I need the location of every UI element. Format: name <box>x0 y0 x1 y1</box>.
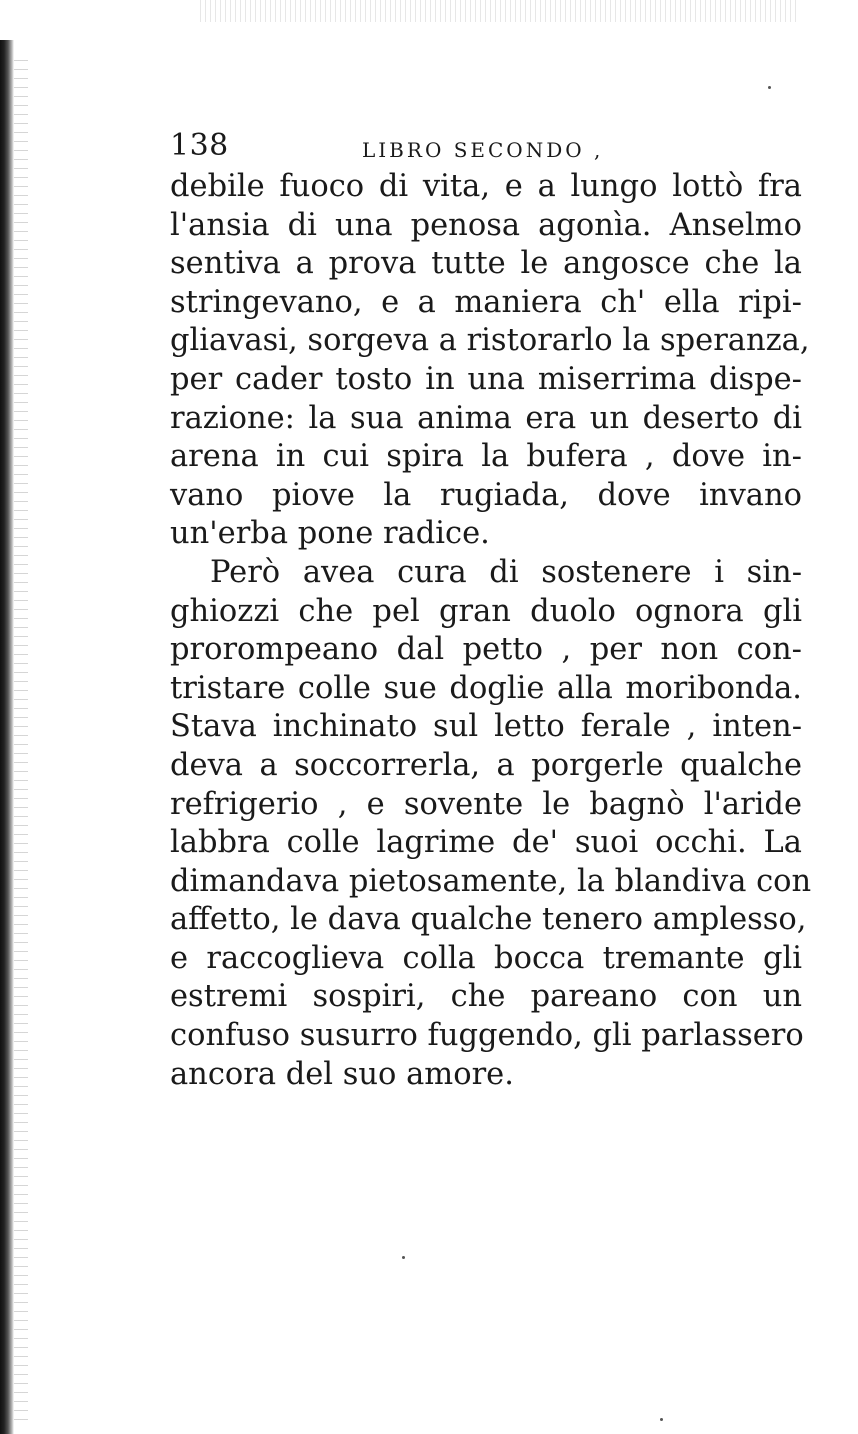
text-line: Però avea cura di sostenere i sin- <box>210 554 802 590</box>
paragraph-2 <box>170 554 812 1094</box>
text-line: refrigerio , e sovente le bagnò l'aride <box>170 786 802 822</box>
text-line: l'ansia di una penosa agonìa. Anselmo <box>170 207 802 243</box>
text-line: prorompeano dal petto , per non con- <box>170 632 802 668</box>
text-line: vano piove la rugiada, dove invano <box>170 477 802 513</box>
paragraph-1 <box>170 168 810 554</box>
ink-speck <box>660 1418 663 1421</box>
text-line: dimandava pietosamente, la blandiva con <box>170 863 812 899</box>
text-line: e raccoglieva colla bocca tremante gli <box>170 940 802 976</box>
page-number: 138 <box>170 128 229 163</box>
text-line: per cader tosto in una miserrima dispe- <box>170 361 802 397</box>
binding-edge <box>0 40 14 1434</box>
scan-noise <box>200 0 800 22</box>
ink-speck <box>402 1256 405 1259</box>
text-line: ancora del suo amore. <box>170 1056 514 1092</box>
running-title: LIBRO SECONDO , <box>362 138 604 162</box>
text-line: arena in cui spira la bufera , dove in- <box>170 439 802 475</box>
text-line: estremi sospiri, che pareano con un <box>170 979 802 1015</box>
text-line: stringevano, e a maniera ch' ella ripi- <box>170 284 802 320</box>
text-line: ghiozzi che pel gran duolo ognora gli <box>170 593 802 629</box>
page-header <box>170 128 800 164</box>
text-line: un'erba pone radice. <box>170 516 490 552</box>
text-line: debile fuoco di vita, e a lungo lottò fra <box>170 169 802 204</box>
text-line: razione: la sua anima era un deserto di <box>170 400 802 436</box>
text-line: Stava inchinato sul letto ferale , inten- <box>170 709 802 745</box>
text-line: labbra colle lagrime de' suoi occhi. La <box>170 825 802 861</box>
text-line: gliavasi, sorgeva a ristorarlo la speranza, <box>170 323 810 359</box>
body-text <box>170 168 812 1094</box>
text-line: affetto, le dava qualche tenero amplesso, <box>170 902 807 938</box>
text-line: deva a soccorrerla, a porgerle qualche <box>170 747 802 783</box>
text-line: sentiva a prova tutte le angosce che la <box>170 246 802 282</box>
text-line: tristare colle sue doglie alla moribonda. <box>170 670 802 706</box>
text-line: confuso susurro fuggendo, gli parlassero <box>170 1018 804 1054</box>
binding-shadow <box>14 60 28 1420</box>
ink-speck <box>768 86 771 89</box>
